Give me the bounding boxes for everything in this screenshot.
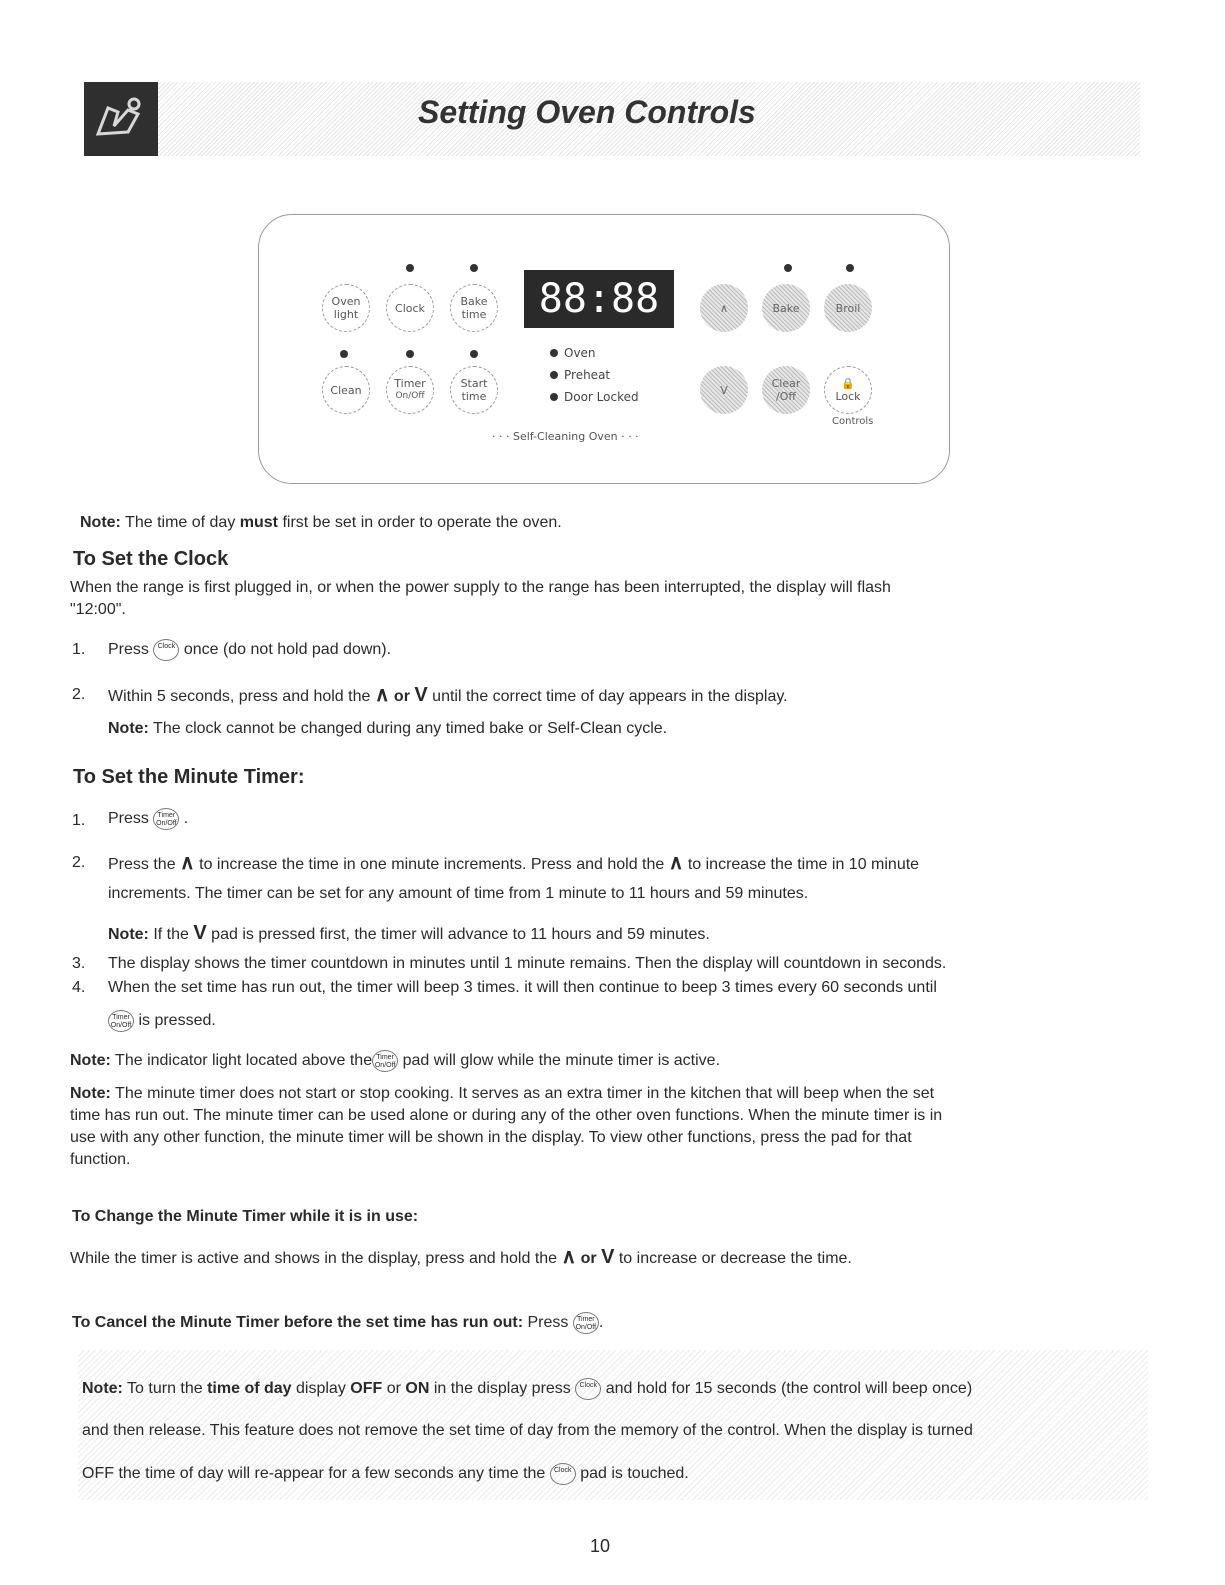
indicator-dot: [406, 264, 414, 272]
broil-pad[interactable]: [824, 284, 872, 332]
pad-label: time: [461, 390, 487, 403]
step-text: once (do not hold pad down).: [183, 641, 392, 659]
step-text: While the timer is active and shows in the display, press and hold the: [70, 1250, 558, 1267]
pad-label: Bake: [460, 295, 488, 308]
step-text: Within 5 seconds, press and hold the: [108, 688, 371, 705]
timer-step-4-cont: [108, 1010, 216, 1032]
oven-light-pad[interactable]: [322, 284, 370, 332]
minute-timer-note-line1: [70, 1085, 934, 1103]
step-text: is pressed.: [138, 1012, 216, 1030]
up-arrow-pad[interactable]: [700, 284, 748, 332]
controls-label: Controls: [832, 416, 874, 427]
timer-step-2: [108, 850, 919, 875]
note-emphasis: time of day: [207, 1380, 292, 1398]
indicator-dot: [406, 350, 414, 358]
pad-label: On/Off: [395, 391, 425, 401]
change-timer-text: [70, 1244, 852, 1269]
note-emphasis: ON: [405, 1380, 430, 1398]
step-text: until the correct time of day appears in the display.: [432, 688, 788, 705]
note-label: Note:: [70, 1085, 111, 1102]
step-number: 4.: [72, 979, 86, 996]
up-arrow-icon: ∧: [180, 852, 195, 874]
pad-label: Oven: [331, 295, 361, 308]
step-text: Press the: [108, 856, 176, 873]
up-arrow-icon: ∧: [561, 1246, 577, 1268]
clean-pad[interactable]: [322, 366, 370, 414]
step-text: to increase the time in 10 minute: [687, 856, 920, 873]
indicator-door-locked: [550, 390, 639, 404]
up-arrow-icon: ∧: [374, 684, 390, 706]
step-text: to increase or decrease the time.: [618, 1250, 852, 1267]
display-note-line2: and then release. This feature does not remove the set time of day from the memory of the control. When the display is turned: [82, 1422, 973, 1439]
step-number: 2.: [72, 686, 86, 703]
pad-label: Broil: [835, 301, 861, 315]
pad-label: On/Off: [156, 820, 177, 827]
down-arrow-icon: V: [414, 684, 428, 706]
pad-label: Lock: [835, 390, 861, 403]
note-emphasis: OFF: [350, 1380, 383, 1398]
clock-step-1: [108, 639, 391, 661]
note-text: The minute timer does not start or stop cooking. It serves as an extra timer in the kitchen that will beep when the set: [110, 1085, 935, 1102]
timer-step-2-cont: increments. The timer can be set for any amount of time from 1 minute to 11 hours and 59 minutes.: [108, 885, 809, 902]
display-note-line1: [82, 1378, 972, 1400]
note-text: pad is touched.: [580, 1465, 689, 1483]
step-number: 3.: [72, 955, 86, 972]
note-text: and hold for 15 seconds (the control will beep once): [605, 1380, 973, 1398]
pad-label: Timer: [112, 1014, 130, 1021]
step-text: to increase the time in one minute increments. Press and hold the: [199, 856, 665, 873]
pad-label: Timer: [376, 1054, 394, 1061]
indicator-note: [70, 1050, 720, 1072]
timer-pad-icon: [108, 1010, 134, 1032]
page-number: 10: [590, 1536, 611, 1556]
clock-intro-line1: When the range is first plugged in, or when the power supply to the range has been interrupted, the display will flash: [70, 579, 891, 596]
note-text: To turn the: [122, 1380, 208, 1398]
step-text: Press: [523, 1314, 569, 1332]
minute-timer-note-line2: time has run out. The minute timer can be used alone or during any of the other oven functions. When the minute timer is in: [70, 1107, 943, 1124]
down-arrow-icon: V: [193, 922, 207, 944]
note-label: Note:: [70, 1052, 111, 1070]
down-arrow-pad[interactable]: [700, 366, 748, 414]
clock-pad-icon: Clock: [575, 1378, 601, 1400]
note-text: or: [382, 1380, 406, 1398]
minute-timer-note-line4: function.: [70, 1151, 131, 1168]
pad-label: light: [333, 308, 359, 321]
indicator-oven: [550, 346, 596, 360]
timer-step-4: When the set time has run out, the timer will beep 3 times. it will then continue to beep 3 times every 60 seconds until: [108, 979, 937, 996]
pad-label: Timer: [394, 377, 426, 390]
timer-note: [108, 922, 710, 945]
note-text: display: [291, 1380, 351, 1398]
start-time-pad[interactable]: [450, 366, 498, 414]
change-timer-heading: To Change the Minute Timer while it is in use:: [72, 1208, 419, 1225]
step-text: Press: [108, 641, 149, 659]
timer-pad-icon: [573, 1312, 599, 1334]
step-text: or: [393, 688, 410, 705]
indicator-dot: [340, 350, 348, 358]
timer-pad-icon: [153, 808, 179, 830]
indicator-dot: [846, 264, 854, 272]
step-text: or: [580, 1250, 597, 1267]
clear-off-pad[interactable]: [762, 366, 810, 414]
note-label: Note:: [82, 1380, 123, 1398]
clock-pad[interactable]: [386, 284, 434, 332]
pad-label: Clean: [330, 383, 362, 397]
pad-label: Timer: [157, 812, 176, 819]
pad-label: On/Off: [110, 1022, 132, 1029]
note-text: If the: [148, 926, 189, 943]
indicator-dot: [470, 264, 478, 272]
pad-label: On/Off: [374, 1062, 396, 1069]
bake-time-pad[interactable]: [450, 284, 498, 332]
timer-heading: To Set the Minute Timer:: [73, 766, 305, 788]
timer-step-1: Press Timer On/Off .: [108, 808, 188, 830]
indicator-preheat: [550, 368, 610, 382]
page-title: Setting Oven Controls: [418, 94, 756, 130]
note-time-of-day: [80, 514, 562, 532]
step-number: 1.: [72, 641, 86, 658]
note-emphasis: must: [239, 514, 278, 531]
indicator-label: Door Locked: [564, 390, 639, 404]
indicator-dot: [784, 264, 792, 272]
down-arrow-icon: V: [601, 1246, 615, 1268]
note-text: The indicator light located above the: [110, 1052, 373, 1070]
pad-label: time: [461, 308, 487, 321]
clock-pad-icon: Clock: [153, 639, 179, 661]
pad-label: Start: [460, 377, 488, 390]
timer-pad[interactable]: [386, 366, 434, 414]
lock-pad[interactable]: [824, 366, 872, 414]
note-label: Note:: [108, 926, 149, 943]
note-label: Note:: [108, 720, 149, 737]
note-text: pad will glow while the minute timer is active.: [402, 1052, 721, 1070]
lock-icon: 🔒: [841, 377, 855, 390]
note-text: in the display press: [429, 1380, 571, 1398]
hands-icon: [84, 82, 158, 156]
down-arrow-icon: V: [720, 383, 728, 397]
self-cleaning-label: · · · Self-Cleaning Oven · · ·: [492, 430, 639, 443]
clock-pad-icon: Clock: [550, 1463, 576, 1485]
indicator-dot: [470, 350, 478, 358]
clock-heading: To Set the Clock: [73, 548, 229, 570]
note-text: first be set in order to operate the oven.: [278, 514, 562, 531]
note-text: The clock cannot be changed during any timed bake or Self-Clean cycle.: [148, 720, 668, 737]
clock-intro-line2: "12:00".: [70, 601, 126, 618]
step-number: 1.: [72, 812, 86, 829]
up-arrow-icon: ∧: [668, 852, 684, 874]
time-display: 88:88: [524, 270, 674, 328]
note-text: pad is pressed first, the timer will advance to 11 hours and 59 minutes.: [211, 926, 710, 943]
indicator-label: Preheat: [564, 368, 611, 382]
pad-label: Bake: [772, 301, 800, 315]
up-arrow-icon: ∧: [719, 301, 729, 315]
minute-timer-note-line3: use with any other function, the minute timer will be shown in the display. To view other functions, press the pad for that: [70, 1129, 912, 1146]
pad-label: On/Off: [575, 1324, 597, 1331]
pad-label: Clear: [771, 377, 801, 390]
step-text: Press: [108, 810, 149, 828]
control-panel: [258, 214, 950, 484]
timer-step-3: The display shows the timer countdown in minutes until 1 minute remains. Then the display will countdown in seconds.: [108, 955, 947, 972]
pad-label: Clock: [395, 301, 425, 315]
step-number: 2.: [72, 854, 86, 871]
clock-step-2: [108, 682, 788, 707]
note-text: OFF the time of day will re-appear for a few seconds any time the: [82, 1465, 546, 1483]
cancel-heading: To Cancel the Minute Timer before the set time has run out:: [72, 1314, 524, 1332]
pad-label: Timer: [577, 1316, 595, 1323]
clock-note: [108, 720, 667, 738]
display-note-line3: [82, 1463, 689, 1485]
pad-label: /Off: [776, 390, 796, 403]
note-text: The time of day: [120, 514, 240, 531]
note-label: Note:: [80, 514, 121, 531]
cancel-timer-line: To Cancel the Minute Timer before the set time has run out: Press Timer On/Off .: [72, 1312, 603, 1334]
timer-pad-icon: [372, 1050, 398, 1072]
indicator-label: Oven: [564, 346, 596, 360]
bake-pad[interactable]: [762, 284, 810, 332]
